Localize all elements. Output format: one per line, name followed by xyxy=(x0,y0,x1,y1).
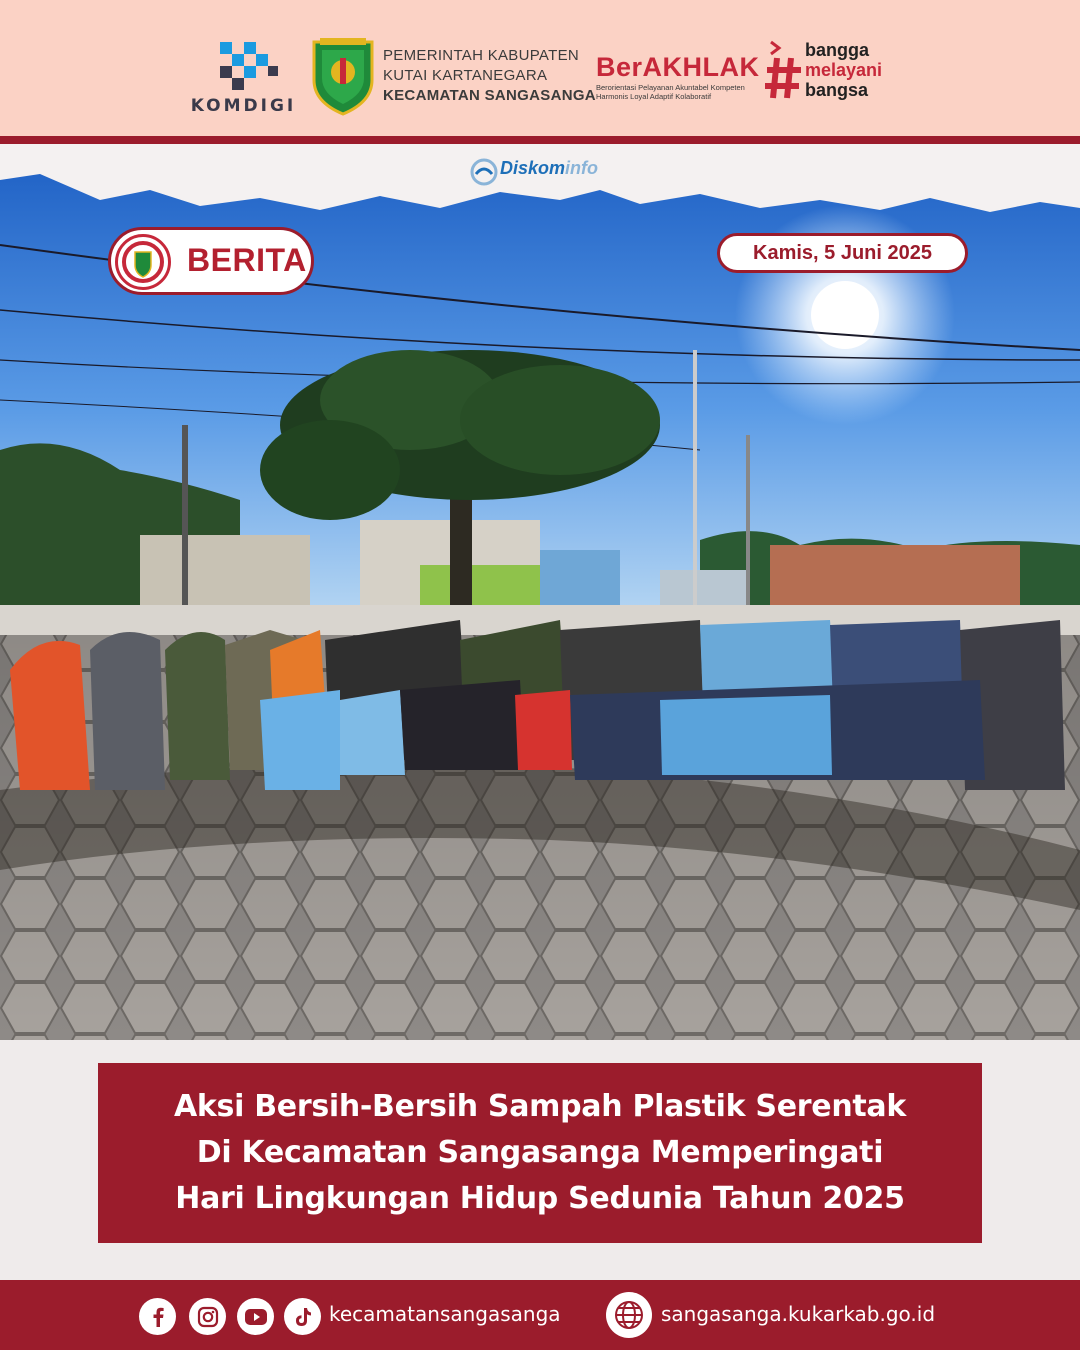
bangga-word-3: bangsa xyxy=(805,80,869,100)
tiktok-glyph-icon xyxy=(293,1306,313,1328)
headline-line-1: Aksi Bersih-Bersih Sampah Plastik Serentak xyxy=(173,1089,907,1124)
berakhlak-logo xyxy=(596,52,766,101)
globe-icon[interactable] xyxy=(606,1292,652,1338)
bangga-word-2: melayani xyxy=(805,60,883,80)
instagram-glyph-icon xyxy=(197,1306,219,1328)
header-rule xyxy=(0,136,1080,144)
diskominfo-text-part1: Diskom xyxy=(500,158,566,178)
gov-line-1: PEMERINTAH KABUPATEN xyxy=(383,47,580,64)
headline-line-2: Di Kecamatan Sangasanga Memperingati xyxy=(196,1135,884,1170)
bangga-word-1: bangga xyxy=(805,40,870,60)
komdigi-logo xyxy=(186,34,301,120)
hashtag-icon xyxy=(765,40,805,102)
komdigi-wordmark: KOMDIGI xyxy=(190,96,297,116)
website-link[interactable]: sangasanga.kukarkab.go.id xyxy=(661,1302,936,1326)
headline-box xyxy=(98,1063,982,1243)
gov-line-3: KECAMATAN SANGASANGA xyxy=(383,87,596,104)
berakhlak-title: BerAKHLAK xyxy=(596,52,760,82)
facebook-icon[interactable] xyxy=(139,1298,176,1335)
diskominfo-watermark xyxy=(470,158,615,188)
bangga-words xyxy=(805,40,882,100)
sangasanga-seal-icon xyxy=(115,234,171,290)
social-handle[interactable]: kecamatansangasanga xyxy=(329,1302,561,1326)
government-label xyxy=(383,46,596,106)
regency-shield-icon xyxy=(310,36,376,116)
headline-line-3: Hari Lingkungan Hidup Sedunia Tahun 2025 xyxy=(175,1181,905,1216)
komdigi-mark-icon xyxy=(186,34,301,94)
instagram-icon[interactable] xyxy=(189,1298,226,1335)
diskominfo-text-part2: info xyxy=(565,158,599,178)
date-label: Kamis, 5 Juni 2025 xyxy=(717,233,968,273)
category-label: BERITA xyxy=(187,242,307,278)
seal-emblem-icon xyxy=(118,237,168,287)
bangga-melayani-logo xyxy=(765,40,895,102)
diskominfo-text xyxy=(500,158,598,179)
globe-glyph-icon xyxy=(613,1299,645,1331)
category-badge xyxy=(108,227,314,295)
youtube-glyph-icon xyxy=(244,1308,268,1326)
gov-line-2: KUTAI KARTANEGARA xyxy=(383,67,548,84)
youtube-icon[interactable] xyxy=(237,1298,274,1335)
kutai-kartanegara-emblem xyxy=(310,36,376,116)
berakhlak-sub-1: Berorientasi Pelayanan Akuntabel Kompeten xyxy=(596,83,745,92)
diskominfo-mark-icon xyxy=(470,158,498,186)
facebook-glyph-icon xyxy=(147,1306,169,1328)
tiktok-icon[interactable] xyxy=(284,1298,321,1335)
berakhlak-sub-2: Harmonis Loyal Adaptif Kolaboratif xyxy=(596,92,712,101)
